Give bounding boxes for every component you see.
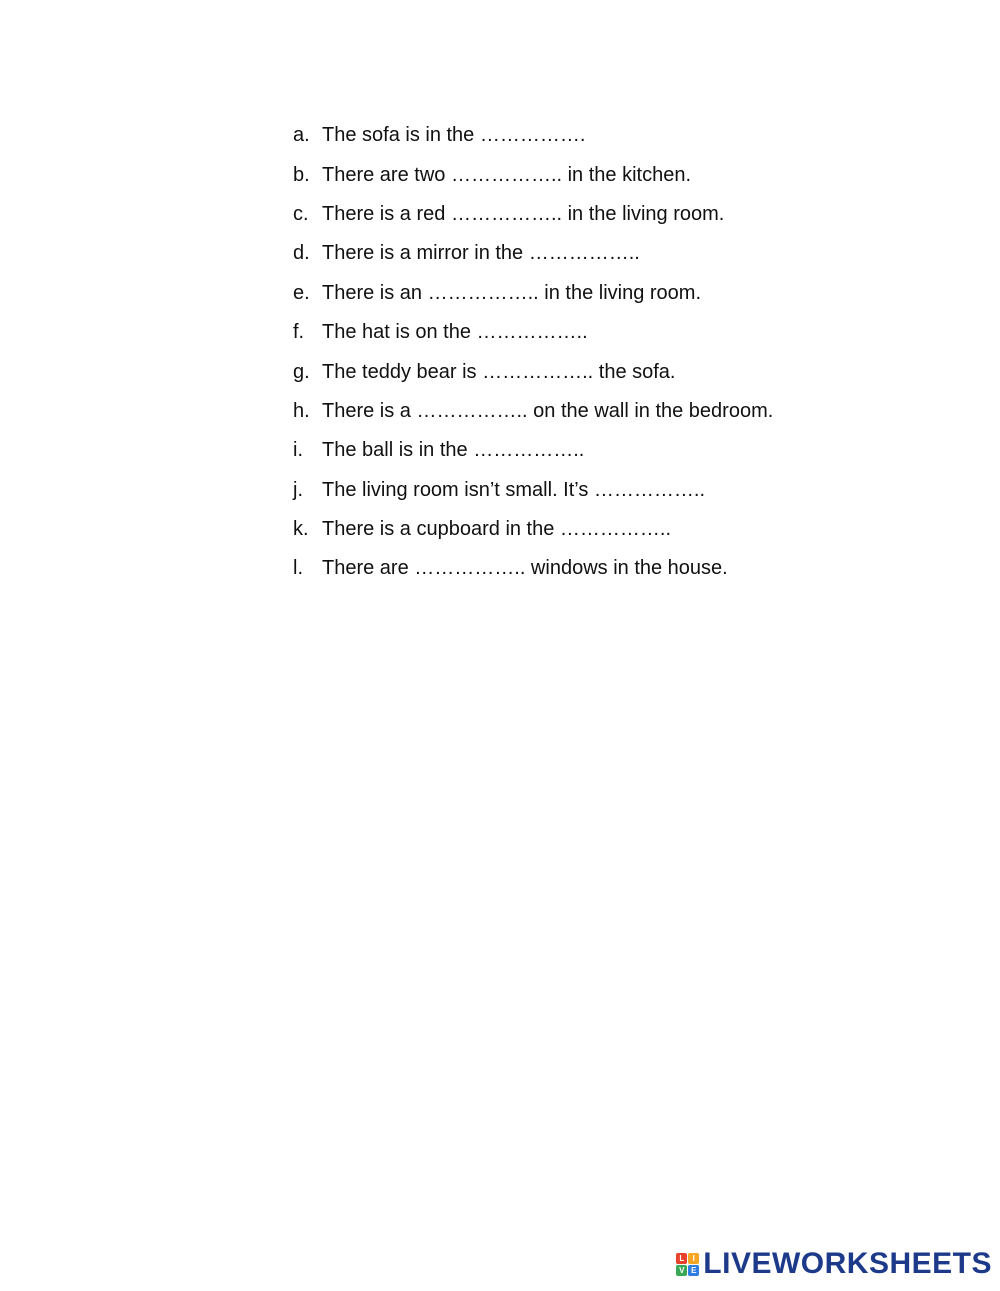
item-letter: e.: [293, 281, 310, 304]
item-text: The living room isn’t small. It’s ……………..: [322, 478, 706, 501]
item-letter: j.: [293, 478, 303, 501]
item-letter: k.: [293, 518, 309, 541]
logo-mark-icon: [676, 1253, 699, 1276]
logo-text: LIVEWORKSHEETS: [703, 1247, 992, 1280]
item-text: The hat is on the ……………..: [322, 321, 588, 344]
list-item: [293, 155, 773, 194]
logo-mark-tile: I: [688, 1253, 699, 1264]
item-letter: g.: [293, 360, 310, 383]
list-item: [293, 431, 773, 470]
list-item: [293, 352, 773, 391]
item-letter: a.: [293, 124, 310, 147]
logo-mark-tile: V: [676, 1265, 687, 1276]
item-text: The teddy bear is …………….. the sofa.: [322, 360, 676, 383]
item-text: There is a …………….. on the wall in the bedroom.: [322, 399, 774, 422]
list-item: [293, 392, 773, 431]
logo-mark-tile: L: [676, 1253, 687, 1264]
item-letter: f.: [293, 321, 305, 344]
item-letter: b.: [293, 163, 310, 186]
item-text: There are two …………….. in the kitchen.: [322, 163, 692, 186]
list-item: [293, 510, 773, 549]
item-letter: l.: [293, 557, 303, 580]
item-letter: i.: [293, 439, 303, 462]
item-text: There are …………….. windows in the house.: [322, 557, 728, 580]
item-letter: c.: [293, 202, 309, 225]
item-text: There is a cupboard in the ……………..: [322, 518, 672, 541]
list-item: [293, 116, 773, 155]
item-text: There is a red …………….. in the living room.: [322, 202, 725, 225]
list-item: [293, 195, 773, 234]
logo-mark-tile: E: [688, 1265, 699, 1276]
list-item: [293, 234, 773, 273]
exercise-list: [293, 116, 773, 589]
item-text: There is an …………….. in the living room.: [322, 281, 702, 304]
item-text: The ball is in the ……………..: [322, 439, 585, 462]
list-item: [293, 471, 773, 510]
item-text: The sofa is in the …………….: [322, 124, 586, 147]
list-item: [293, 313, 773, 352]
list-item: [293, 549, 773, 588]
item-letter: h.: [293, 399, 310, 422]
liveworksheets-logo[interactable]: [676, 1247, 992, 1281]
item-text: There is a mirror in the ……………..: [322, 242, 640, 265]
item-letter: d.: [293, 242, 310, 265]
list-item: [293, 274, 773, 313]
